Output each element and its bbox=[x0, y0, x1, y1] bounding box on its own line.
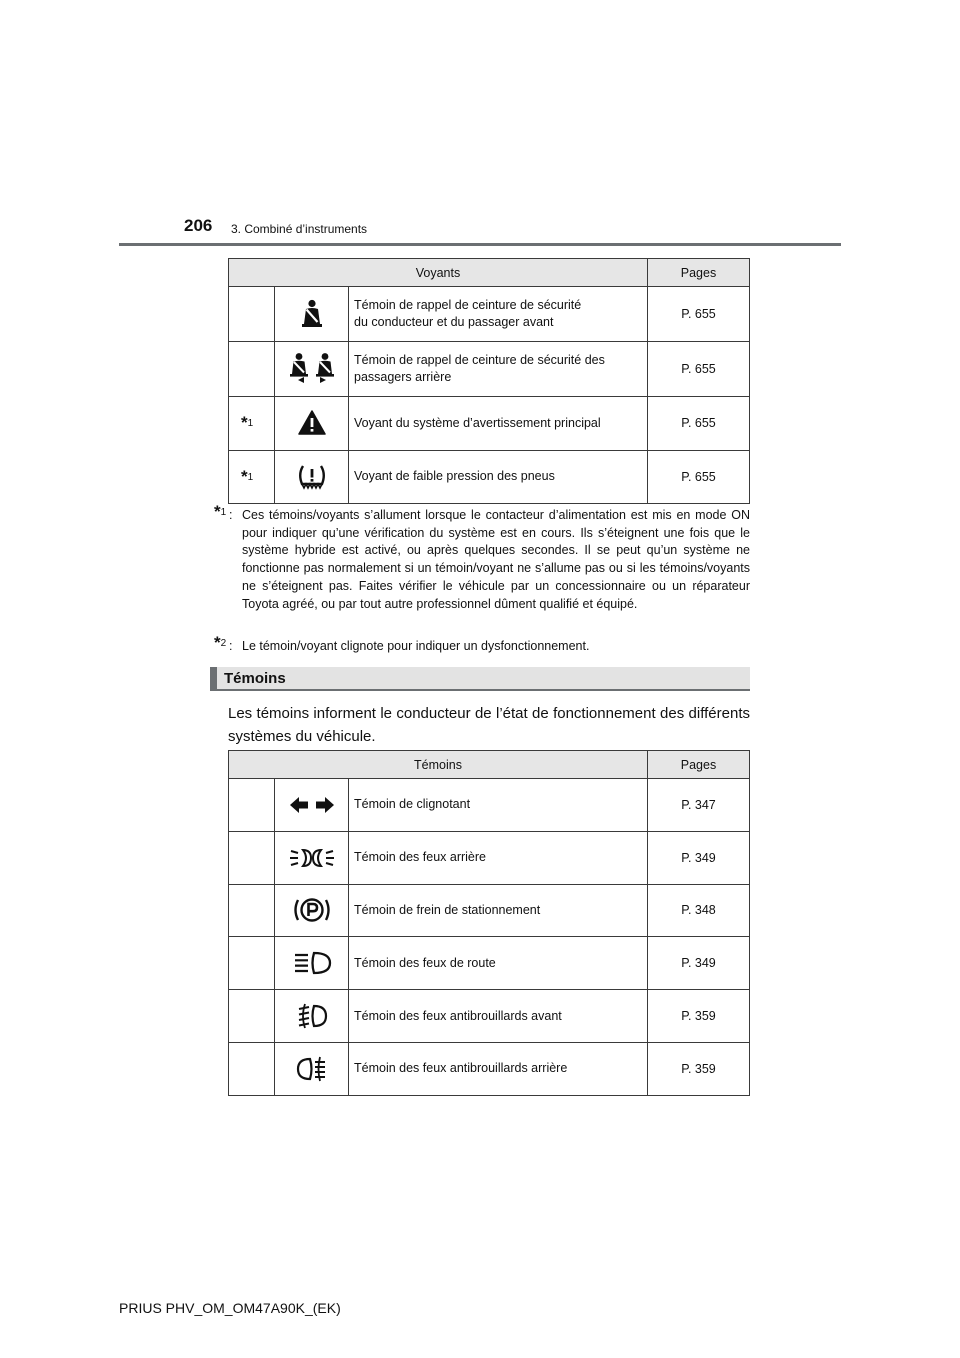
footnote-marker: $*_1$ bbox=[241, 466, 254, 486]
section-heading bbox=[210, 667, 750, 691]
table-header-row bbox=[229, 259, 750, 287]
table-row bbox=[229, 342, 750, 397]
column-header-voyants: Voyants bbox=[229, 259, 648, 287]
footnote-text: Le témoin/voyant clignote pour indiquer un dysfonctionnement. bbox=[242, 639, 590, 653]
row-page: P. 655 bbox=[648, 342, 750, 397]
table-row bbox=[229, 884, 750, 937]
footnote-1: $*_1$ : Ces témoins/voyants s’allument lorsque le contacteur d’alimentation est mis en mode ON pour indiquer qu’une vérification du système est en cours. Ils s’éteignent une fois que le système hybride est activé, ou après quelques secondes. Il se peut qu’un système ne fonctionne pas normalement si un témoin/voyant ne s’allume pas ou si les témoins/voyants ne s’éteignent pas. Faites vérifier le véhicule par un concessionnaire ou un réparateur Toyota agréé, ou par tout autre professionnel dûment qualifié et équipé. bbox=[214, 507, 750, 613]
footnote-2: $*_2$ : Le témoin/voyant clignote pour indiquer un dysfonctionnement. bbox=[214, 638, 750, 656]
row-mark bbox=[229, 342, 275, 397]
column-header-pages: Pages bbox=[648, 259, 750, 287]
chapter-title: 3. Combiné d’instruments bbox=[231, 222, 368, 236]
footnote-text: Ces témoins/voyants s’allument lorsque le contacteur d’alimentation est mis en mode ON pour indiquer qu’une vérification du système est en cours. Ils s’éteignent une fois que le système hybride est activé, ou après quelques secondes. Il se peut qu’un système ne fonctionne pas normalement si un témoin/voyant ne s’allume pas ou si les témoins/voyants ne s’éteignent pas. Faites vérifier le véhicule par un concessionnaire ou un réparateur Toyota agréé, ou par tout autre professionnel dûment qualifié et équipé. bbox=[242, 508, 750, 611]
row-page: P. 655 bbox=[648, 287, 750, 342]
row-description: Témoin de frein de stationnement bbox=[349, 884, 648, 937]
section-title: Témoins bbox=[224, 670, 286, 687]
row-page: P. 348 bbox=[648, 884, 750, 937]
row-description: Témoin des feux antibrouillards arrière bbox=[349, 1042, 648, 1095]
row-page: P. 349 bbox=[648, 937, 750, 990]
row-page: P. 349 bbox=[648, 831, 750, 884]
row-description: Témoin de rappel de ceinture de sécurité des passagers arrière bbox=[354, 353, 605, 384]
row-description: Témoin des feux antibrouillards avant bbox=[349, 990, 648, 1043]
header-rule bbox=[119, 243, 841, 246]
tire-pressure-icon bbox=[297, 463, 327, 491]
row-page: P. 359 bbox=[648, 990, 750, 1043]
row-mark bbox=[229, 287, 275, 342]
row-page: P. 655 bbox=[648, 450, 750, 504]
intro-paragraph: Les témoins informent le conducteur de l’état de fonctionnement des différents systèmes du véhicule. bbox=[228, 705, 750, 745]
table-row bbox=[229, 937, 750, 990]
row-page: P. 655 bbox=[648, 397, 750, 451]
tail-light-icon bbox=[289, 847, 335, 869]
table-row bbox=[229, 990, 750, 1043]
row-description: Témoin de clignotant bbox=[349, 779, 648, 832]
row-description: Témoin des feux de route bbox=[349, 937, 648, 990]
front-fog-light-icon bbox=[296, 1003, 328, 1029]
row-description: Témoin de rappel de ceinture de sécurité du conducteur et du passager avant bbox=[354, 298, 582, 329]
document-code: PRIUS PHV_OM_OM47A90K_(EK) bbox=[119, 1300, 341, 1316]
table-row bbox=[229, 831, 750, 884]
high-beam-icon bbox=[292, 951, 332, 975]
row-description: Voyant de faible pression des pneus bbox=[354, 469, 555, 484]
table-row bbox=[229, 450, 750, 504]
footnote-marker: $*_1$ bbox=[214, 502, 227, 521]
table-row bbox=[229, 779, 750, 832]
column-header-temoins: Témoins bbox=[229, 751, 648, 779]
master-warning-icon bbox=[298, 410, 326, 436]
table-row bbox=[229, 287, 750, 342]
seatbelt-front-icon bbox=[300, 299, 324, 329]
temoins-table bbox=[228, 750, 750, 1096]
row-description: Témoin des feux arrière bbox=[349, 831, 648, 884]
footnote-marker: $*_1$ bbox=[241, 413, 254, 433]
turn-signal-icon bbox=[289, 795, 335, 815]
row-description: Voyant du système d’avertissement principal bbox=[354, 415, 601, 430]
table-header-row bbox=[229, 751, 750, 779]
rear-fog-light-icon bbox=[296, 1056, 328, 1082]
voyants-table bbox=[228, 258, 750, 504]
footnote-marker: $*_2$ bbox=[214, 633, 227, 652]
table-row bbox=[229, 1042, 750, 1095]
page-number: 206 bbox=[184, 216, 213, 235]
table-row bbox=[229, 397, 750, 451]
row-page: P. 347 bbox=[648, 779, 750, 832]
parking-brake-icon bbox=[292, 895, 332, 925]
seatbelt-rear-icon bbox=[285, 352, 339, 386]
row-page: P. 359 bbox=[648, 1042, 750, 1095]
column-header-pages: Pages bbox=[648, 751, 750, 779]
